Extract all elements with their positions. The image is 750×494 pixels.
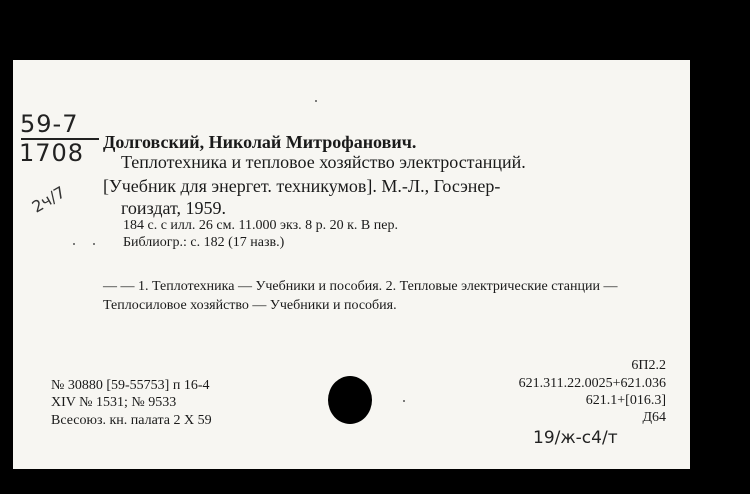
call-number-top: 59-7 (20, 110, 79, 138)
card-punch-hole (328, 376, 372, 424)
classification-code-2: 621.311.22.0025+621.036 (518, 376, 666, 391)
author-heading: Долговский, Николай Митрофанович. (103, 132, 417, 152)
title-line-1: Теплотехника и тепловое хозяйство электростанций. (121, 152, 526, 172)
speck (73, 243, 75, 245)
speck (403, 400, 405, 402)
classification-code-1: 6П2.2 (631, 358, 666, 373)
subject-headings: — — 1. Теплотехника — Учебники и пособия. 2. Тепловые электрические станции — Теплосиловое хозяйство — Учебники и пособия. (103, 279, 618, 313)
call-number-bottom: 1708 (19, 139, 85, 167)
handwritten-inventory-note: 19/ж-с4/т (533, 428, 618, 448)
speck (315, 100, 317, 102)
handwritten-mark: 2ч/7 (28, 182, 69, 217)
title-line-3: гоиздат, 1959. (121, 198, 227, 218)
book-chamber-stamp: Всесоюз. кн. палата 2 X 59 (51, 413, 212, 428)
classification-code-4: Д64 (642, 410, 666, 425)
bibliography-note: Библиогр.: с. 182 (17 назв.) (123, 235, 285, 250)
registration-series: XIV № 1531; № 9533 (51, 395, 177, 410)
classification-code-3: 621.1+[016.3] (585, 393, 666, 408)
speck (93, 243, 95, 245)
catalog-card (13, 60, 690, 469)
registration-number: № 30880 [59-55753] п 16-4 (51, 378, 210, 393)
title-line-2: [Учебник для энергет. техникумов]. М.-Л., Госэнер- (103, 176, 501, 196)
physical-description: 184 с. с илл. 26 см. 11.000 экз. 8 р. 20 к. В пер. (123, 218, 398, 233)
